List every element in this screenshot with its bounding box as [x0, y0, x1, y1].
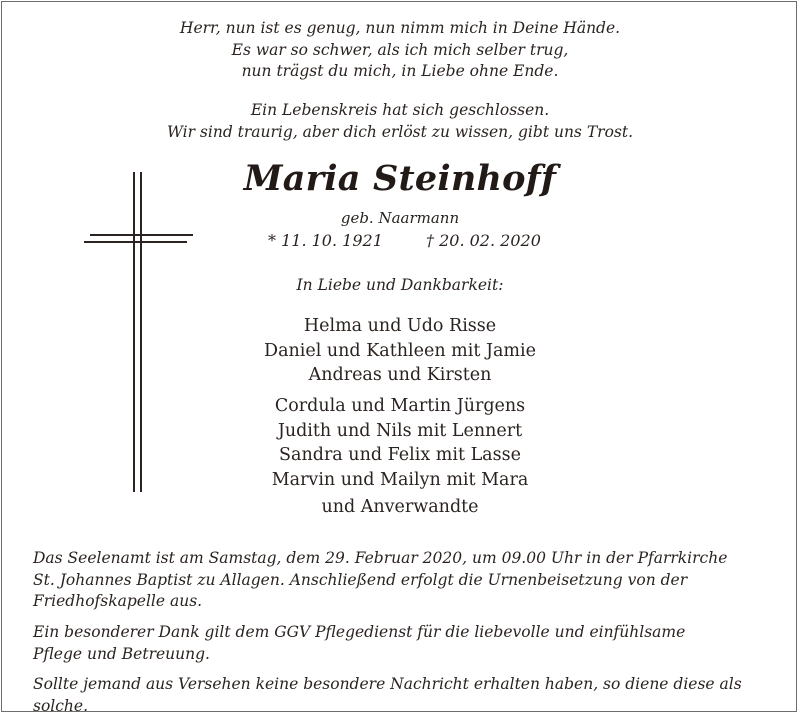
second-verse: [0, 100, 800, 143]
family-group-2: [0, 394, 800, 492]
verse-line: Wir sind traurig, aber dich erlöst zu wissen, gibt uns Trost.: [166, 122, 634, 141]
birth-name: geb. Naarmann: [340, 209, 460, 227]
verse-line: Es war so schwer, als ich mich selber trug,: [231, 40, 569, 59]
deceased-name: Maria Steinhoff: [243, 158, 557, 199]
notice-line: Friedhofskapelle aus.: [33, 592, 203, 610]
verse-line: nun trägst du mich, in Liebe ohne Ende.: [241, 62, 559, 80]
funeral-notice: [33, 548, 773, 613]
thanks-notice: [33, 622, 773, 665]
birth-date: * 11. 10. 1921: [268, 231, 383, 250]
notice-line: Pflege und Betreuung.: [33, 644, 210, 663]
family-member: Judith und Nils mit Lennert: [277, 420, 523, 441]
gratitude-line: In Liebe und Dankbarkeit:: [296, 276, 504, 294]
relatives-line: und Anverwandte: [321, 497, 479, 517]
family-member: Sandra und Felix mit Lasse: [279, 445, 521, 465]
family-member: Cordula und Martin Jürgens: [274, 396, 526, 416]
closing-notice: Sollte jemand aus Versehen keine besondere Nachricht erhalten haben, so diene diese als solche.: [33, 675, 742, 715]
family-member: Andreas und Kirsten: [308, 365, 492, 385]
verse-line: Ein Lebenskreis hat sich geschlossen.: [250, 101, 550, 119]
verse-line: Herr, nun ist es genug, nun nimm mich in Deine Hände.: [179, 19, 621, 37]
family-member: Daniel und Kathleen mit Jamie: [264, 340, 536, 361]
family-member: Helma und Udo Risse: [303, 316, 497, 336]
death-date: † 20. 02. 2020: [426, 231, 541, 250]
family-group-1: [0, 314, 800, 388]
opening-verse: [0, 18, 800, 83]
notice-line: Das Seelenamt ist am Samstag, dem 29. Februar 2020, um 09.00 Uhr in der Pfarrkirche: [33, 549, 728, 567]
notice-line: St. Johannes Baptist zu Allagen. Anschließend erfolgt die Urnenbeisetzung von der: [33, 570, 688, 589]
family-member: Marvin und Mailyn mit Mara: [271, 469, 529, 490]
notice-line: Ein besonderer Dank gilt dem GGV Pflegedienst für die liebevolle und einfühlsame: [33, 623, 686, 641]
